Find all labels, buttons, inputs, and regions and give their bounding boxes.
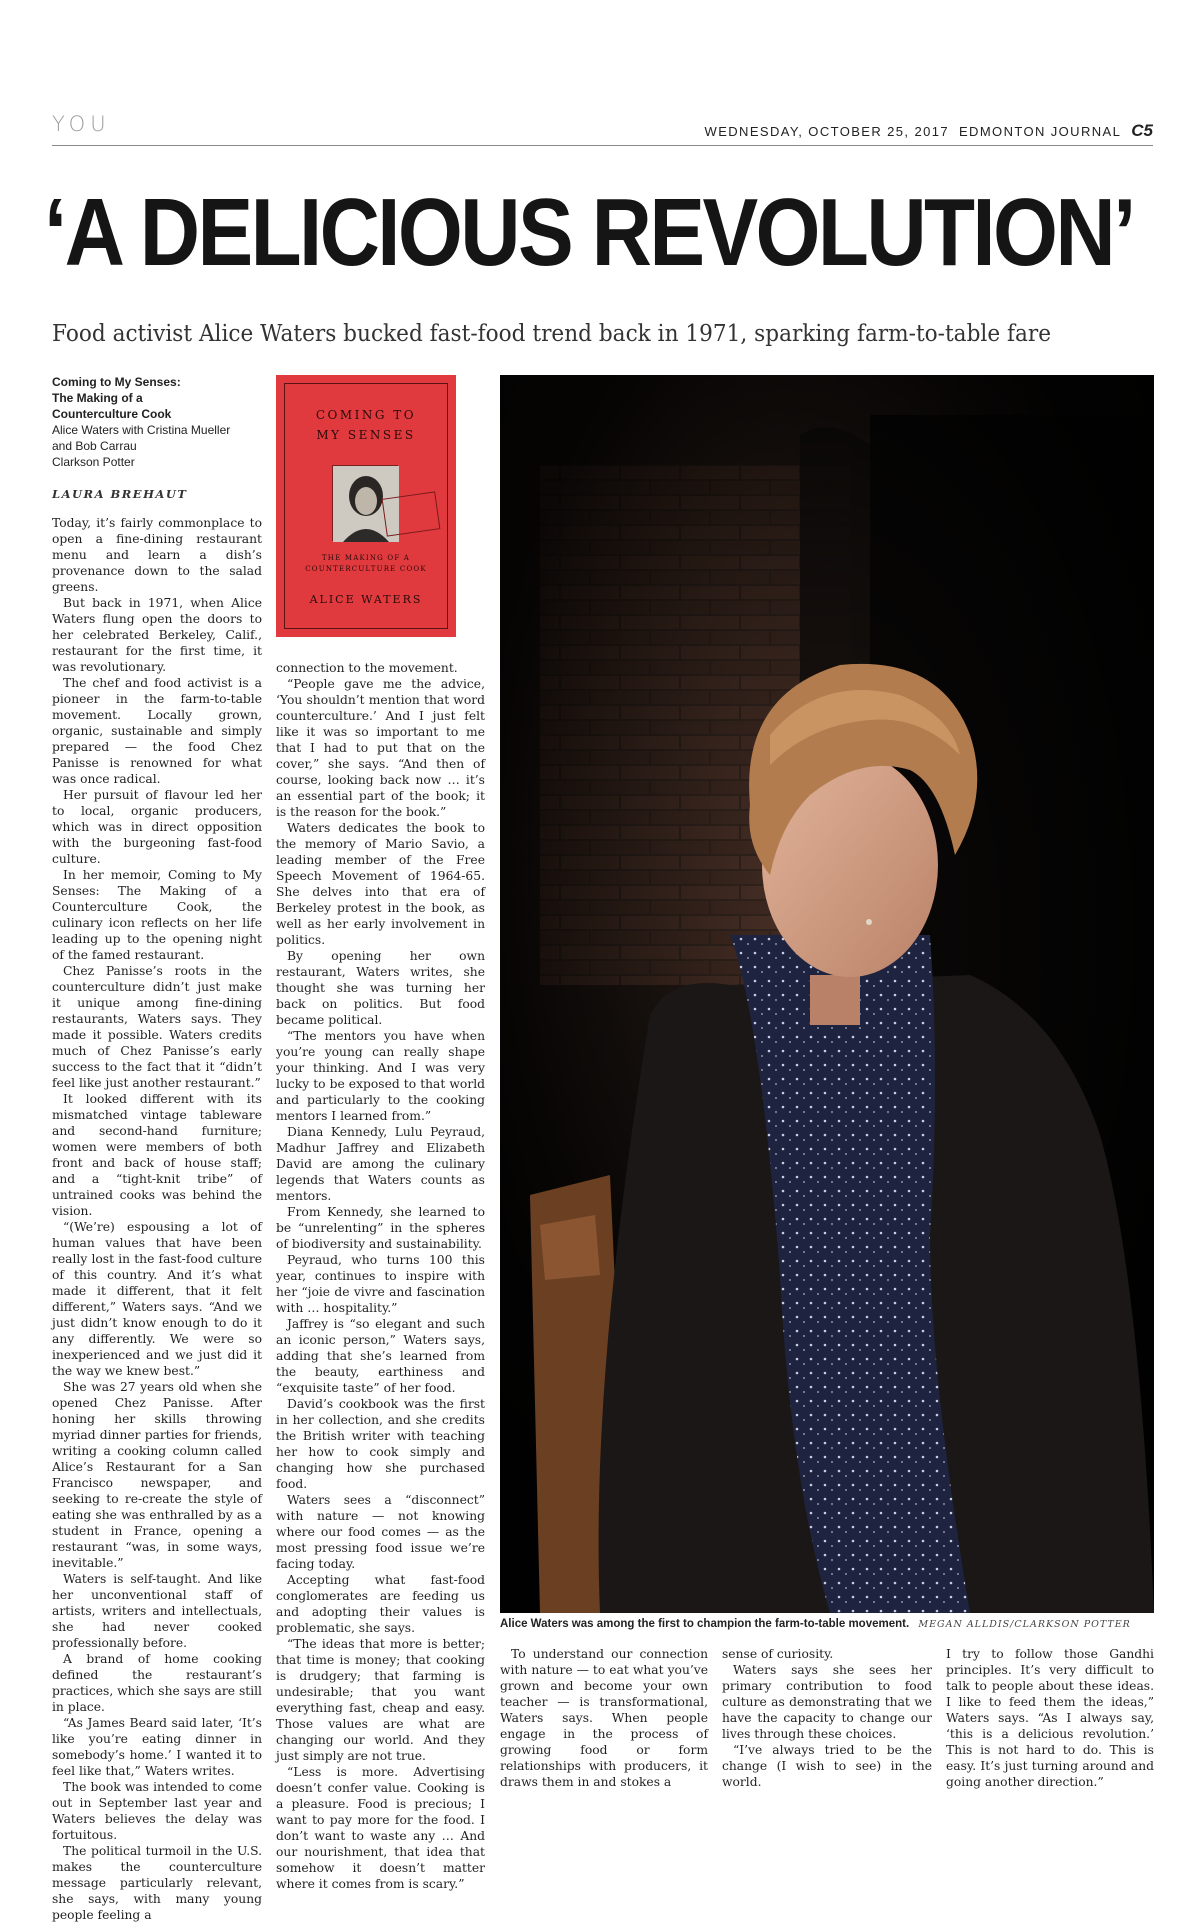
- article-paragraph: Waters is self-taught. And like her unconventional staff of artists, writers and intellectuals, she had never cooked professionally before.: [52, 1572, 262, 1650]
- article-paragraph: Chez Panisse’s roots in the counterculture didn’t just make it unique among fine-dining restaurants, Waters says. They made it possible. Waters credits much of Chez Panisse’s early success to the fact that it “didn’t feel like just another restaurant.”: [52, 964, 262, 1090]
- article-paragraph: Waters sees a “disconnect” with nature — not knowing where our food comes — as the most pressing food issue we’re facing today.: [276, 1493, 485, 1571]
- article-paragraph: Waters says she sees her primary contribution to food culture as demonstrating that we have the capacity to change our lives through these choices.: [722, 1663, 932, 1741]
- portrait-photo: [500, 375, 1154, 1613]
- article-column-4: [722, 1646, 932, 1789]
- article-paragraph: To understand our connection with nature — to eat what you’ve grown and become your own teacher — is transformational, Waters says. When people engage in the process of growing food or form relationships with producers, it draws them in and stokes a: [500, 1647, 708, 1789]
- cover-stamp: [382, 491, 441, 536]
- book-cover-image: [276, 375, 456, 637]
- article-paragraph: Diana Kennedy, Lulu Peyraud, Madhur Jaffrey and Elizabeth David are among the culinary legends that Waters counts as mentors.: [276, 1125, 485, 1203]
- header-rule: [52, 145, 1153, 146]
- cover-title: [276, 405, 456, 445]
- article-paragraph: “I’ve always tried to be the change (I wish to see) in the world.: [722, 1743, 932, 1789]
- page-number: C5: [1131, 121, 1153, 140]
- article-column-3: [500, 1646, 708, 1789]
- article-paragraph: “Less is more. Advertising doesn’t confer value. Cooking is a pleasure. Food is precious; I want to pay more for the food. I don’t want to waste any … And our nourishment, that idea that somehow it doesn’t matter where it comes from is scary.”: [276, 1765, 485, 1891]
- article-paragraph: Peyraud, who turns 100 this year, continues to inspire with her “joie de vivre and fascination with … hospitality.”: [276, 1253, 485, 1315]
- article-paragraph: A brand of home cooking defined the restaurant’s practices, which she says are still in place.: [52, 1652, 262, 1714]
- cover-author: ALICE WATERS: [309, 593, 423, 606]
- cover-subtitle-line: THE MAKING OF A: [321, 554, 411, 562]
- article-paragraph: connection to the movement.: [276, 661, 458, 675]
- deck-subheadline: Food activist Alice Waters bucked fast-food trend back in 1971, sparking farm-to-table fare: [52, 321, 1052, 347]
- book-title-line: Counterculture Cook: [52, 407, 172, 421]
- article-paragraph: She was 27 years old when she opened Chez Panisse. After honing her skills throwing myriad dinner parties for friends, writing a cooking column called Alice’s Restaurant for a San Francisco newspaper, and seeking to re-create the style of eating she was enthralled by as a student in France, opening a restaurant “was, in some ways, inevitable.”: [52, 1380, 262, 1570]
- section-tag: YOU: [52, 112, 111, 136]
- article-paragraph: “(We’re) espousing a lot of human values that have been really lost in the fast-food culture of this country. And it’s what made it different, that it felt different,” Waters says. “And we just didn’t know enough to do it any differently. We were so inexperienced and we just did it the way we knew best.”: [52, 1220, 262, 1378]
- article-paragraph: Today, it’s fairly commonplace to open a fine-dining restaurant menu and learn a dish’s provenance down to the salad greens.: [52, 516, 262, 594]
- article-paragraph: The political turmoil in the U.S. makes the counterculture message particularly relevant, she says, with many young people feeling a: [52, 1844, 262, 1922]
- book-authors: and Bob Carrau: [52, 439, 137, 453]
- article-column-2: [276, 660, 485, 1891]
- caption-text: Alice Waters was among the first to champion the farm-to-table movement.: [500, 1618, 910, 1630]
- article-paragraph: By opening her own restaurant, Waters writes, she thought she was turning her back on politics. But food became political.: [276, 949, 485, 1027]
- cover-title-line: COMING TO: [315, 408, 417, 422]
- byline: LAURA BREHAUT: [52, 487, 188, 501]
- article-column-5: [946, 1646, 1154, 1789]
- article-column-1: [52, 515, 262, 1922]
- article-paragraph: David’s cookbook was the first in her collection, and she credits the British writer with teaching her how to cook simply and changing how she purchased food.: [276, 1397, 485, 1491]
- article-paragraph: Jaffrey is “so elegant and such an iconic person,” Waters says, adding that she’s learned from the beauty, earthiness and “exquisite taste” of her food.: [276, 1317, 485, 1395]
- cover-title-line: MY SENSES: [316, 428, 416, 442]
- article-paragraph: But back in 1971, when Alice Waters flung open the doors to her celebrated Berkeley, Calif., restaurant for the first time, it was revolutionary.: [52, 596, 262, 674]
- article-paragraph: Accepting what fast-food conglomerates are feeding us and adopting their values is problematic, she says.: [276, 1573, 485, 1635]
- issue-date: WEDNESDAY, OCTOBER 25, 2017: [704, 124, 949, 139]
- cover-subtitle: [276, 553, 456, 575]
- book-authors: Alice Waters with Cristina Mueller: [52, 423, 231, 437]
- book-publisher: Clarkson Potter: [52, 455, 135, 469]
- headline: ‘A DELICIOUS REVOLUTION’: [44, 179, 1134, 286]
- article-paragraph: The book was intended to come out in September last year and Waters believes the delay was fortuitous.: [52, 1780, 262, 1842]
- article-paragraph: “People gave me the advice, ‘You shouldn’t mention that word counterculture.’ And I just felt like it was so important to me that I had to put that on the cover,” she says. “And then of course, looking back now … it’s an essential part of the book; it is the reason for the book.”: [276, 677, 485, 819]
- article-paragraph: I try to follow those Gandhi principles. It’s very difficult to talk to people about these ideas. I like to feed them the ideas,” Waters says. “As I always say, ‘this is a delicious revolution.’ This is not hard to do. This is easy. It’s just turning around and going another direction.”: [946, 1647, 1154, 1789]
- article-paragraph: It looked different with its mismatched vintage tableware and second-hand furniture; women were members of both front and back of house staff; and a “tight-knit tribe” of untrained cooks was behind the vision.: [52, 1092, 262, 1218]
- article-paragraph: “The ideas that more is better; that time is money; that cooking is drudgery; that farming is undesirable; that you want everything fast, cheap and easy. Those values are what are changing our world. And they just simply are not true.: [276, 1637, 485, 1763]
- article-paragraph: “As James Beard said later, ‘It’s like you’re eating dinner in somebody’s home.’ I wanted it to feel like that,” Waters writes.: [52, 1716, 262, 1778]
- article-paragraph: Her pursuit of flavour led her to local, organic producers, which was in direct opposition with the burgeoning fast-food culture.: [52, 788, 262, 866]
- article-paragraph: The chef and food activist is a pioneer in the farm-to-table movement. Locally grown, organic, sustainable and simply prepared — the food Chez Panisse is renowned for what was once radical.: [52, 676, 262, 786]
- newspaper-name: EDMONTON JOURNAL: [958, 124, 1122, 139]
- article-paragraph: sense of curiosity.: [722, 1647, 834, 1661]
- photo-credit: MEGAN ALLDIS/CLARKSON POTTER: [918, 1619, 1131, 1630]
- book-title-line: Coming to My Senses:: [52, 375, 181, 389]
- article-paragraph: “The mentors you have when you’re young can really shape your thinking. And I was very lucky to be exposed to that world and particularly to the cooking mentors I learned from.”: [276, 1029, 485, 1123]
- book-title-line: The Making of a: [52, 391, 143, 405]
- article-paragraph: From Kennedy, she learned to be “unrelenting” in the spheres of biodiversity and sustainability.: [276, 1205, 485, 1251]
- cover-subtitle-line: COUNTERCULTURE COOK: [305, 565, 427, 573]
- photo-caption: [500, 1617, 1154, 1632]
- book-info: [52, 374, 262, 470]
- article-paragraph: In her memoir, Coming to My Senses: The Making of a Counterculture Cook, the culinary icon reflects on her life leading up to the opening night of the famed restaurant.: [52, 868, 262, 962]
- article-paragraph: Waters dedicates the book to the memory of Mario Savio, a leading member of the Free Speech Movement of 1964-65. She delves into that era of Berkeley protest in the book, as well as her early involvement in politics.: [276, 821, 485, 947]
- dateline: [705, 121, 1153, 141]
